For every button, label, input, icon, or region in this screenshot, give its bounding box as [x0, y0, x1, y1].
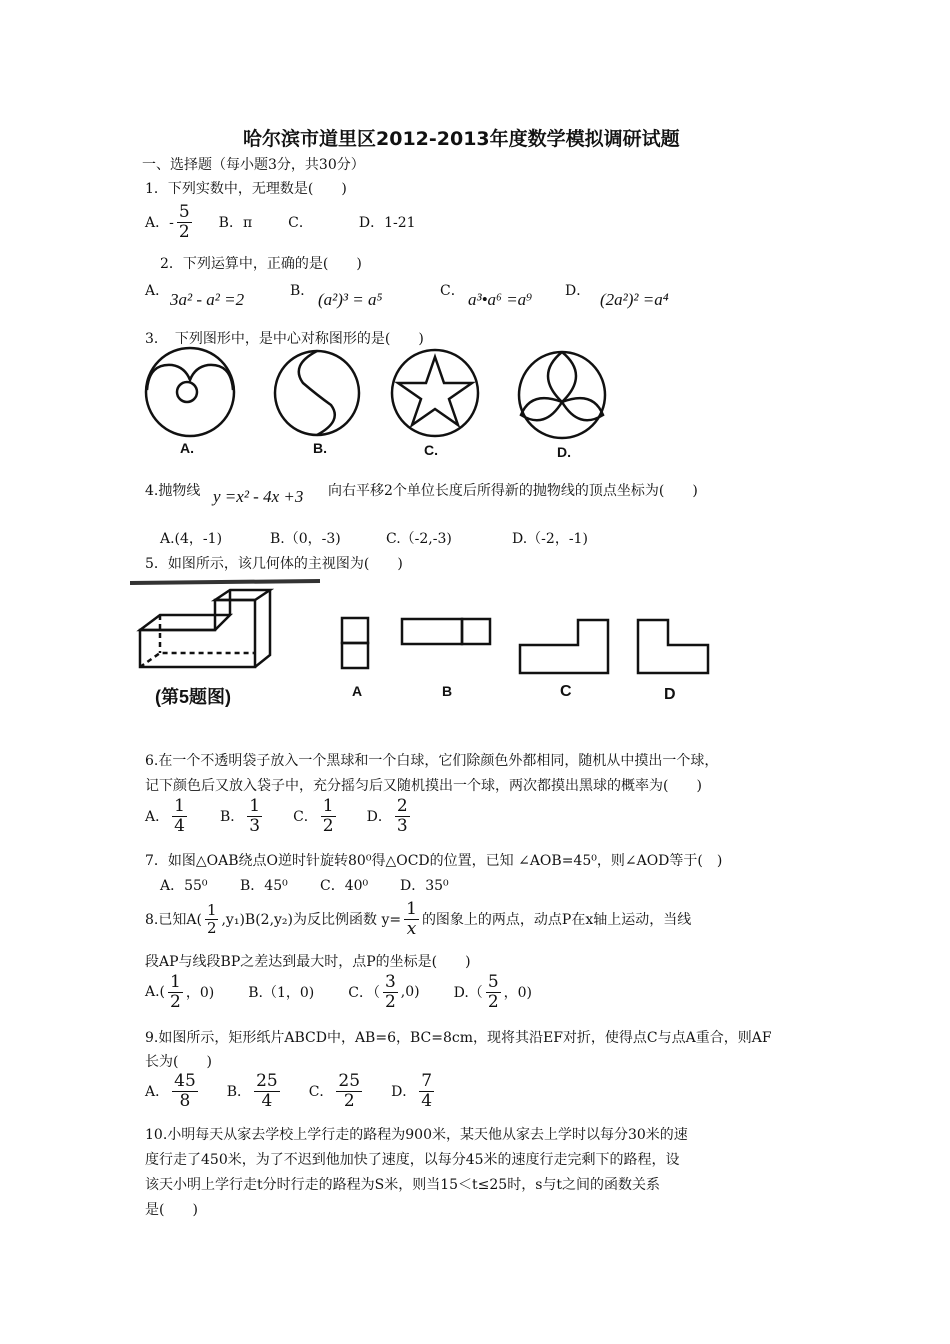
q9-option-a-fraction: $\frac{45}{8}$	[174, 1071, 196, 1111]
figure-c-star	[398, 357, 472, 425]
q3-stem: 3． 下列图形中，是中心对称图形的是( )	[145, 331, 424, 347]
q4-stem-suffix: 向右平移2个单位长度后所得新的抛物线的顶点坐标为( )	[328, 483, 698, 499]
figure-label-a: A.	[180, 440, 194, 456]
q9-option-c-fraction: $\frac{25}{2}$	[338, 1071, 361, 1111]
q8-point-a-fraction: $\frac{1}{2}$	[206, 901, 217, 937]
q2-option-c-expr: a³•a⁶ =a⁹	[468, 290, 533, 309]
q1-option-a-fraction: $\frac{5}{2}$	[178, 202, 190, 242]
q7-option-d: D．35⁰	[400, 878, 449, 894]
q2-stem: 2．下列运算中，正确的是( )	[160, 256, 362, 272]
q2-option-b-expr: (a²)³ = a⁵	[318, 290, 383, 309]
q8-option-c-fraction: $\frac{3}{2}$	[384, 972, 396, 1012]
q6-line1: 6.在一个不透明袋子放入一个黑球和一个白球，它们除颜色外都相同，随机从中摸出一个球，	[145, 753, 719, 769]
q10-line4: 是( )	[145, 1202, 198, 1218]
q8-line1	[145, 900, 691, 938]
q5-label-d: D	[664, 686, 676, 703]
q4-option-a: A.(4，-1)	[160, 531, 223, 547]
solid-hidden-edges	[140, 653, 255, 667]
q2-option-c-label: C．	[440, 283, 465, 299]
q7-stem: 7．如图△OAB绕点O逆时针旋转80⁰得△OCD的位置，已知 ∠AOB=45⁰，则∠AOD等于( )	[145, 853, 723, 869]
q6-option-b-label: B．	[219, 809, 245, 826]
figure-label-c: C.	[424, 442, 438, 458]
q9-line2: 长为( )	[145, 1054, 212, 1070]
figure-b-s-curve	[299, 351, 335, 435]
q10-line3: 该天小明上学行走t分时行走的路程为S米，则当15＜t≤25时，s与t之间的函数关系	[145, 1177, 661, 1193]
figure-a-heart-curve	[147, 365, 233, 390]
q5-caption: (第5题图)	[155, 687, 231, 707]
q4-option-b: B.（0，-3)	[270, 531, 341, 547]
q9-option-a-label: A．	[145, 1084, 170, 1101]
q6-option-a-label: A．	[145, 809, 170, 826]
q6-option-b-fraction: $\frac{1}{3}$	[249, 796, 261, 836]
figure-d-petal-left	[521, 398, 562, 420]
q10-line1: 10.小明每天从家去学校上学行走的路程为900米，某天他从家去上学时以每分30米的速	[145, 1127, 688, 1143]
q2-option-d-label: D．	[565, 283, 591, 299]
q1-stem: 1．下列实数中，无理数是( )	[145, 181, 347, 197]
q5-label-a: A	[352, 683, 363, 699]
view-a-bottom	[342, 643, 368, 668]
q6-option-d-fraction: $\frac{2}{3}$	[396, 796, 408, 836]
figure-a-circle	[146, 348, 234, 436]
q8-option-d-post: ，0)	[503, 985, 533, 1002]
q3-figures	[135, 345, 615, 460]
q9-line1: 9.如图所示，矩形纸片ABCD中，AB=6，BC=8cm，现将其沿EF对折，使得点C与点A重合，则AF	[145, 1030, 772, 1046]
q6-option-c-label: C．	[293, 809, 318, 826]
q1-option-a: A．-	[145, 215, 174, 232]
view-d-shape	[638, 620, 708, 673]
q1-option-d: D．1-21	[358, 215, 416, 232]
scan-smudge	[130, 581, 320, 583]
q6-options	[145, 797, 413, 835]
figure-d-circle	[519, 352, 605, 438]
q9-option-d-label: D．	[391, 1084, 417, 1101]
q2-option-d-expr: (2a²)² =a⁴	[600, 290, 669, 309]
q8-text-1: 8.已知A(	[145, 912, 202, 929]
q4-expression: y =x² - 4x +3	[213, 487, 304, 506]
q8-text-3: 的图象上的两点，动点P在x轴上运动，当线	[421, 912, 692, 929]
q8-option-a-post: ，0)	[185, 985, 215, 1002]
figure-c-circle	[392, 350, 478, 436]
q9-option-c-label: C．	[308, 1084, 334, 1101]
q4-stem-prefix: 4.抛物线	[145, 483, 201, 499]
view-b-right	[462, 619, 490, 644]
figure-a-small-circle	[177, 382, 197, 402]
q8-options	[145, 973, 532, 1011]
q6-option-a-fraction: $\frac{1}{4}$	[174, 796, 185, 836]
q8-line2: 段AP与线段BP之差达到最大时，点P的坐标是( )	[145, 954, 471, 970]
solid-front-face	[140, 600, 255, 667]
q6-line2: 记下颜色后又放入袋子中，充分摇匀后又随机摸出一个球，两次都摸出黑球的概率为( )	[145, 778, 702, 794]
q4-option-d: D.（-2，-1)	[512, 531, 588, 547]
section-heading: 一、选择题（每小题3分，共30分）	[142, 157, 365, 173]
q9-option-b-fraction: $\frac{25}{4}$	[256, 1071, 278, 1111]
q8-option-d-fraction: $\frac{5}{2}$	[487, 972, 499, 1012]
q8-option-a-fraction: $\frac{1}{2}$	[170, 972, 181, 1012]
figure-label-b: B.	[313, 440, 327, 456]
q8-function-fraction: $\frac{1}{x}$	[406, 899, 417, 939]
q6-option-c-fraction: $\frac{1}{2}$	[322, 796, 334, 836]
view-b-left	[402, 619, 462, 644]
q1-option-c: C．	[288, 215, 313, 232]
q8-option-d-pre: D.（	[453, 985, 483, 1002]
q9-option-d-fraction: $\frac{7}{4}$	[421, 1071, 433, 1111]
q8-text-2: ,y₁)B(2,y₂)为反比例函数 y=	[221, 912, 402, 929]
figure-label-d: D.	[557, 444, 571, 460]
q8-option-b: B.（1，0)	[248, 985, 315, 1002]
figure-d-petal-top	[548, 352, 576, 402]
q5-stem: 5．如图所示，该几何体的主视图为( )	[145, 556, 403, 572]
solid-right-edge	[255, 590, 270, 667]
q8-option-c-post: ,0)	[400, 984, 420, 1001]
q7-option-b: B．45⁰	[240, 878, 288, 894]
q8-option-a-pre: A.(	[145, 984, 166, 1001]
figure-d-petal-right	[562, 398, 603, 420]
q9-options	[145, 1072, 437, 1110]
q9-option-b-label: B．	[226, 1084, 252, 1101]
view-a-top	[342, 618, 368, 643]
q6-option-d-label: D．	[366, 809, 392, 826]
solid-top-face-left	[140, 615, 230, 630]
page-title: 哈尔滨市道里区2012-2013年度数学模拟调研试题	[243, 128, 680, 150]
q8-option-c-pre: C．（	[348, 985, 380, 1002]
q5-label-b: B	[442, 683, 453, 699]
q2-option-a-label: A．	[145, 283, 170, 299]
q2-option-a-expr: 3a² - a² =2	[170, 290, 245, 309]
q1-option-b: B．π	[218, 215, 253, 232]
view-c-shape	[520, 620, 608, 673]
q7-option-c: C．40⁰	[320, 878, 369, 894]
q5-label-c: C	[560, 683, 572, 700]
q4-option-c: C.（-2,-3)	[386, 531, 452, 547]
q10-line2: 度行走了450米，为了不迟到他加快了速度，以每分45米的速度行走完剩下的路程，设	[145, 1152, 680, 1168]
q7-option-a: A．55⁰	[160, 878, 208, 894]
q2-option-b-label: B．	[290, 283, 315, 299]
q1-options	[145, 203, 416, 241]
solid-top-face-tower	[215, 590, 270, 600]
